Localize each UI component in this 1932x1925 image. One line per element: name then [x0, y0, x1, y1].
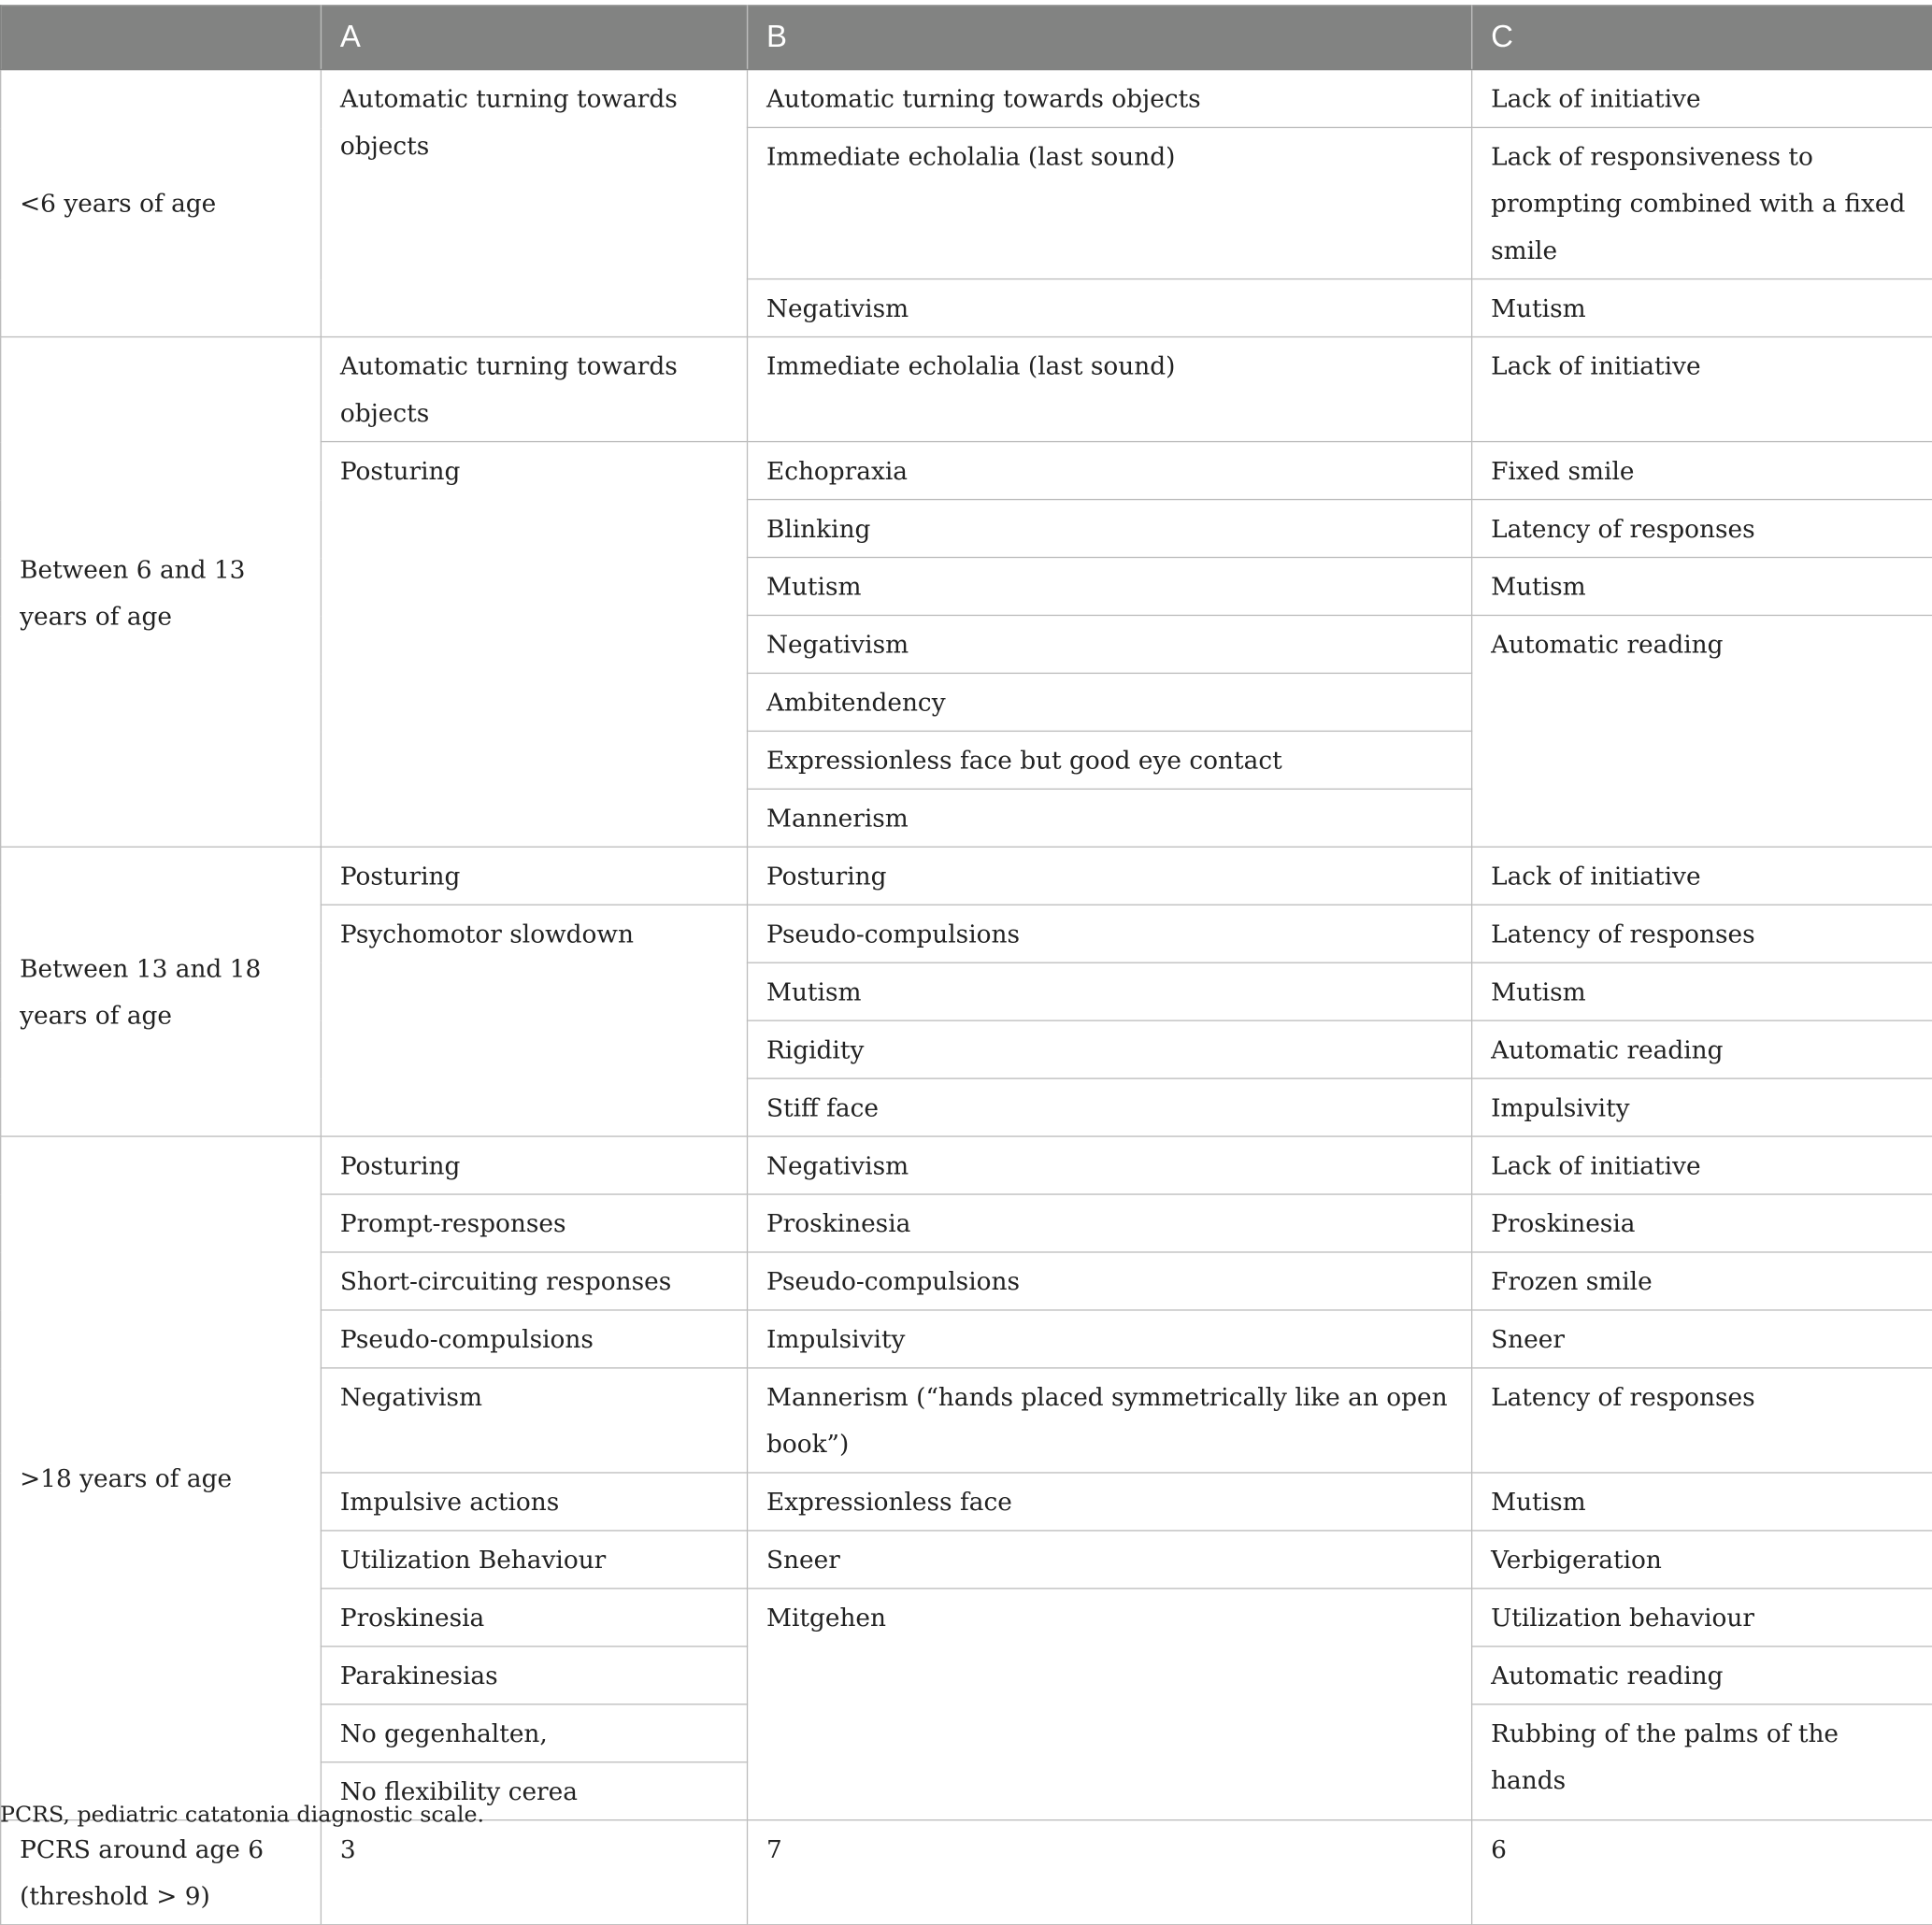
cell-b: Immediate echolalia (last sound)	[748, 127, 1472, 278]
header-cell-a: A	[321, 6, 747, 70]
cell-b: Expressionless face	[748, 1473, 1472, 1531]
cell-a: Negativism	[321, 1368, 747, 1473]
cell-b: Expressionless face but good eye contact	[748, 731, 1472, 789]
cell-b: Rigidity	[748, 1020, 1472, 1078]
cell-b: Mannerism (“hands placed symmetrically like an open book”)	[748, 1368, 1472, 1473]
cell-c: Latency of responses	[1472, 500, 1932, 558]
pcrs-value-a: 3	[321, 1820, 747, 1925]
cell-b: Pseudo-compulsions	[748, 905, 1472, 962]
cell-c: Lack of initiative	[1472, 337, 1932, 442]
cell-c: Mutism	[1472, 962, 1932, 1020]
age-group-cell: <6 years of age	[1, 69, 322, 336]
age-group-cell: Between 13 and 18 years of age	[1, 847, 322, 1136]
cell-c: Mutism	[1472, 279, 1932, 337]
table-footnote: PCRS, pediatric catatonia diagnostic scale.	[0, 1802, 485, 1829]
header-cell-b: B	[748, 6, 1472, 70]
table-body	[1, 69, 1932, 1924]
cell-c: Lack of initiative	[1472, 1136, 1932, 1194]
cell-b: Ambitendency	[748, 673, 1472, 731]
cell-b: Negativism	[748, 615, 1472, 673]
pcrs-row	[1, 1820, 1932, 1925]
table-row	[1, 69, 1932, 127]
pcrs-label-cell: PCRS around age 6 (threshold > 9)	[1, 1820, 322, 1925]
catatonia-symptoms-table	[0, 5, 1932, 1925]
cell-a: Automatic turning towards objects	[321, 337, 747, 442]
cell-c: Lack of responsiveness to prompting combined with a fixed smile	[1472, 127, 1932, 278]
cell-c: Automatic reading	[1472, 1020, 1932, 1078]
cell-b: Posturing	[748, 847, 1472, 905]
cell-c: Mutism	[1472, 558, 1932, 616]
age-group-cell: Between 6 and 13 years of age	[1, 337, 322, 848]
cell-b: Negativism	[748, 279, 1472, 337]
cell-a: Short-circuiting responses	[321, 1252, 747, 1310]
cell-c: Impulsivity	[1472, 1078, 1932, 1136]
cell-a: Impulsive actions	[321, 1473, 747, 1531]
cell-c: Latency of responses	[1472, 905, 1932, 962]
cell-b: Negativism	[748, 1136, 1472, 1194]
cell-c: Rubbing of the palms of the hands	[1472, 1704, 1932, 1820]
cell-b: Mutism	[748, 558, 1472, 616]
cell-c: Latency of responses	[1472, 1368, 1932, 1473]
cell-b: Immediate echolalia (last sound)	[748, 337, 1472, 442]
cell-b: Echopraxia	[748, 442, 1472, 500]
cell-c: Verbigeration	[1472, 1531, 1932, 1589]
table-row	[1, 847, 1932, 905]
cell-a: Parakinesias	[321, 1647, 747, 1704]
cell-a: Posturing	[321, 847, 747, 905]
cell-b: Proskinesia	[748, 1194, 1472, 1252]
cell-a: No gegenhalten,	[321, 1704, 747, 1762]
cell-b: Automatic turning towards objects	[748, 69, 1472, 127]
cell-a: Posturing	[321, 442, 747, 848]
cell-c: Sneer	[1472, 1310, 1932, 1368]
header-cell-c: C	[1472, 6, 1932, 70]
cell-a: Posturing	[321, 1136, 747, 1194]
cell-b: Impulsivity	[748, 1310, 1472, 1368]
cell-b: Mitgehen	[748, 1589, 1472, 1820]
pcrs-value-c: 6	[1472, 1820, 1932, 1925]
cell-c: Automatic reading	[1472, 615, 1932, 847]
cell-c: Automatic reading	[1472, 1647, 1932, 1704]
cell-a: Pseudo-compulsions	[321, 1310, 747, 1368]
cell-b: Mutism	[748, 962, 1472, 1020]
cell-c: Utilization behaviour	[1472, 1589, 1932, 1647]
table-row	[1, 337, 1932, 442]
age-group-cell: >18 years of age	[1, 1136, 322, 1820]
cell-a: Automatic turning towards objects	[321, 69, 747, 336]
cell-a: Psychomotor slowdown	[321, 905, 747, 1136]
cell-a: Prompt-responses	[321, 1194, 747, 1252]
header-cell-age	[1, 6, 322, 70]
cell-a: Utilization Behaviour	[321, 1531, 747, 1589]
cell-a: Proskinesia	[321, 1589, 747, 1647]
cell-a: No flexibility cerea	[321, 1762, 747, 1820]
table-row	[1, 1136, 1932, 1194]
table-header-row	[1, 6, 1932, 70]
cell-c: Fixed smile	[1472, 442, 1932, 500]
cell-c: Proskinesia	[1472, 1194, 1932, 1252]
cell-b: Pseudo-compulsions	[748, 1252, 1472, 1310]
cell-b: Sneer	[748, 1531, 1472, 1589]
cell-c: Frozen smile	[1472, 1252, 1932, 1310]
cell-b: Stiff face	[748, 1078, 1472, 1136]
cell-b: Blinking	[748, 500, 1472, 558]
pcrs-value-b: 7	[748, 1820, 1472, 1925]
cell-c: Mutism	[1472, 1473, 1932, 1531]
cell-c: Lack of initiative	[1472, 847, 1932, 905]
cell-b: Mannerism	[748, 789, 1472, 847]
cell-c: Lack of initiative	[1472, 69, 1932, 127]
